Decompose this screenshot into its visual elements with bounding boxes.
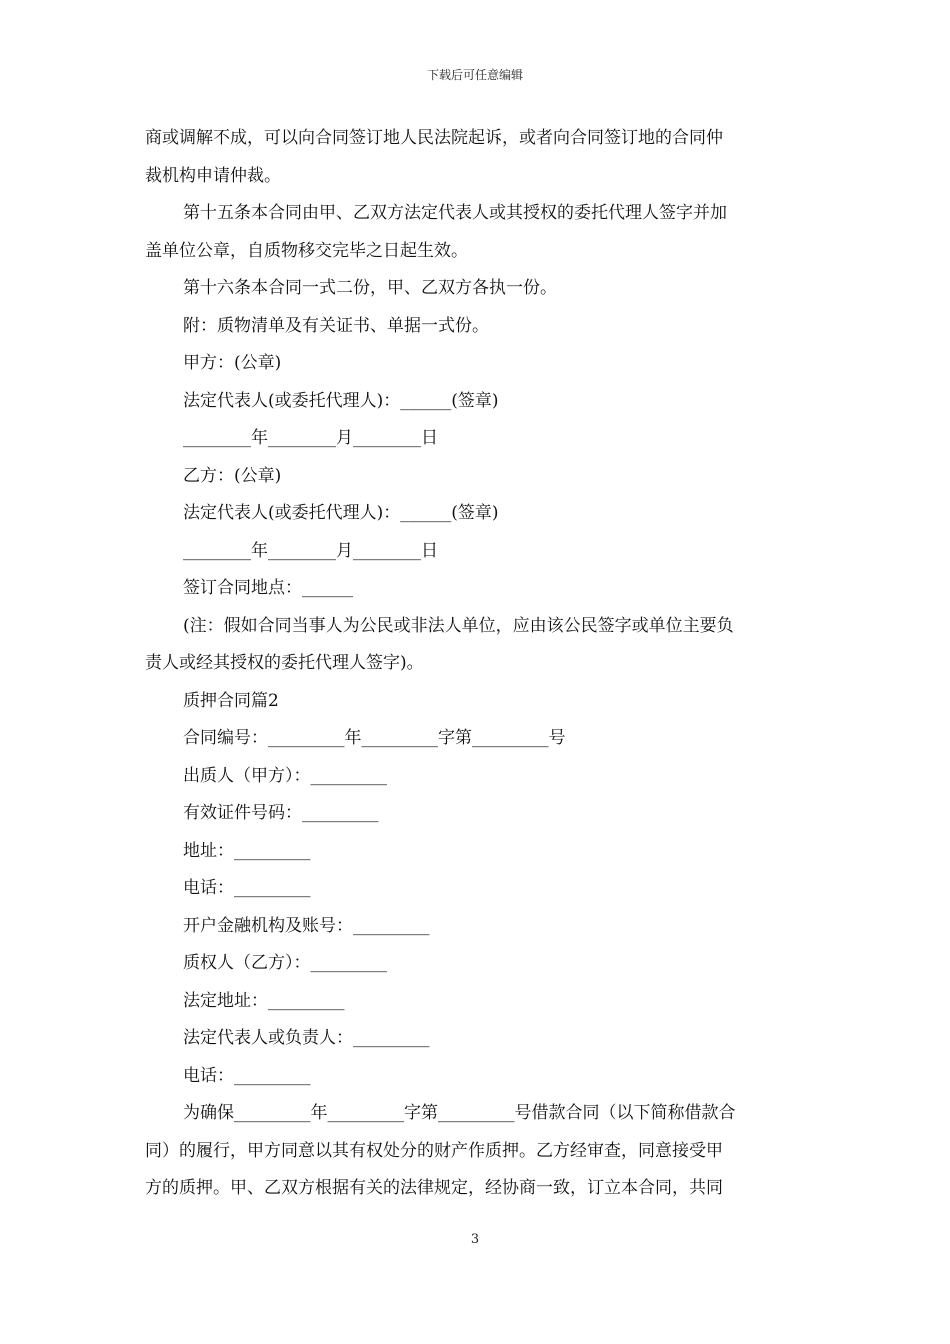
text-line: 盖单位公章，自质物移交完毕之日起生效。 [145, 240, 468, 261]
party-a-date-line: ________年________月________日 [183, 428, 438, 448]
text-line: 商或调解不成，可以向合同签订地人民法院起诉，或者向合同签订地的合同仲 [145, 128, 723, 148]
legal-address-line: 法定地址：_________ [183, 990, 345, 1011]
clause-16-line: 第十六条本合同一式二份，甲、乙双方各执一份。 [183, 278, 557, 298]
bank-account-line: 开户金融机构及账号：_________ [183, 915, 430, 936]
phone-line: 电话：_________ [183, 1065, 311, 1086]
page-number: 3 [470, 1232, 480, 1247]
purpose-line: 为确保_________年_________字第_________号借款合同（以下简称借款合 [183, 1103, 736, 1123]
legal-representative-line: 法定代表人或负责人：_________ [183, 1028, 430, 1048]
clause-15-line: 第十五条本合同由甲、乙双方法定代表人或其授权的委托代理人签字并加 [183, 203, 727, 223]
party-b-date-line: ________年________月________日 [183, 540, 438, 561]
text-line: 方的质押。甲、乙双方根据有关的法律规定，经协商一致，订立本合同，共同 [145, 1178, 723, 1198]
party-b-representative-line: 法定代表人(或委托代理人)：______(签章) [183, 503, 499, 523]
attachment-line: 附：质物清单及有关证书、单据一式份。 [183, 315, 489, 336]
party-b-seal-line: 乙方：(公章) [183, 465, 282, 486]
id-number-line: 有效证件号码：_________ [183, 803, 379, 823]
document-body [145, 120, 807, 1208]
page-header: 下载后可任意编辑 [426, 68, 523, 82]
contract-number-line: 合同编号：_________年_________字第_________号 [183, 728, 566, 748]
section-heading: 质押合同篇2 [183, 690, 279, 711]
text-line: 同）的履行，甲方同意以其有权处分的财产作质押。乙方经审查，同意接受甲 [145, 1140, 723, 1161]
note-line: (注：假如合同当事人为公民或非法人单位，应由该公民签字或单位主要负 [183, 615, 734, 636]
phone-line: 电话：_________ [183, 878, 311, 898]
text-line: 责人或经其授权的委托代理人签字)。 [145, 653, 424, 673]
address-line: 地址：_________ [183, 840, 311, 861]
text-line: 裁机构申请仲裁。 [145, 165, 281, 186]
party-a-seal-line: 甲方：(公章) [183, 353, 282, 373]
pledgee-line: 质权人（乙方）：_________ [183, 953, 387, 973]
pledgor-line: 出质人（甲方）：_________ [183, 765, 387, 786]
party-a-representative-line: 法定代表人(或委托代理人)：______(签章) [183, 390, 499, 411]
signing-place-line: 签订合同地点：______ [183, 578, 353, 598]
